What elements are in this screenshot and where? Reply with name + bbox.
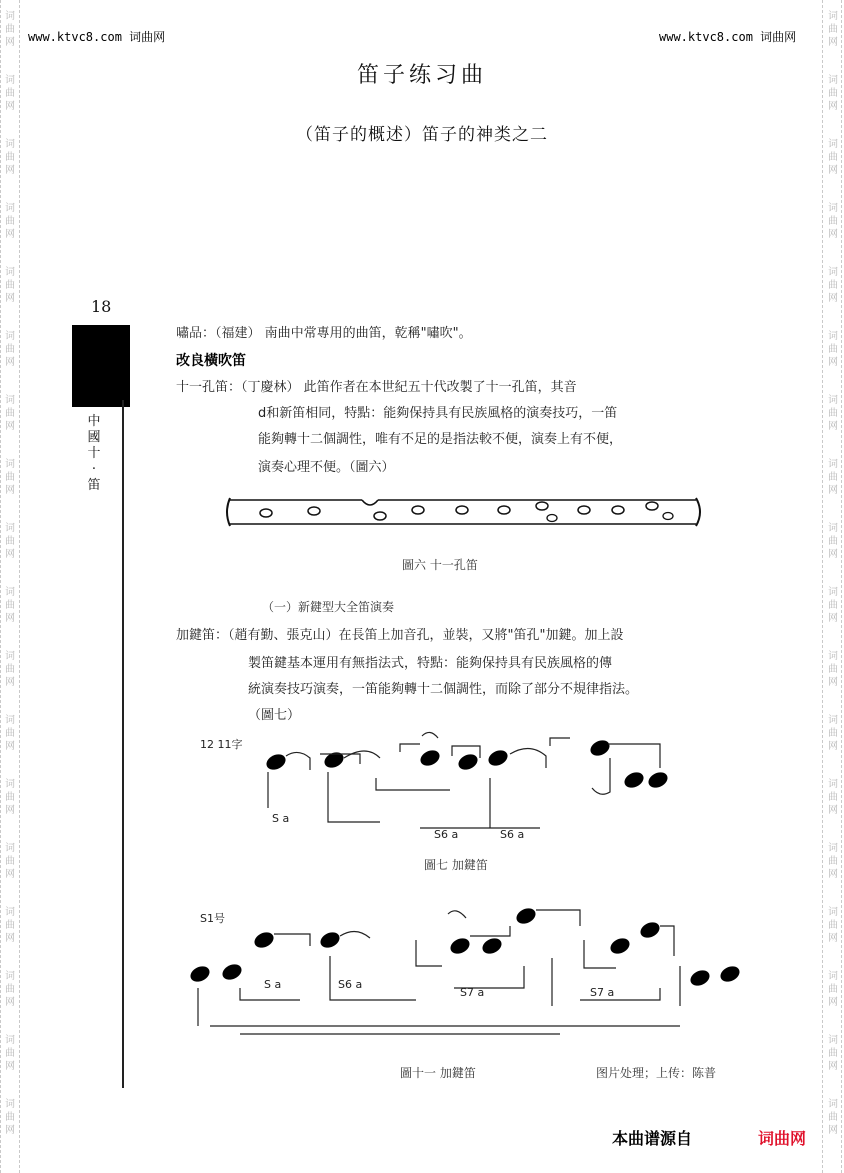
watermark-glyph: 网 bbox=[828, 1125, 838, 1136]
watermark-glyph: 词 bbox=[828, 1035, 838, 1046]
watermark-glyph: 词 bbox=[5, 779, 15, 790]
watermark-glyph: 网 bbox=[828, 549, 838, 560]
watermark-glyph-group bbox=[2, 842, 18, 881]
chapter-tab-bar bbox=[72, 325, 130, 407]
watermark-glyph: 网 bbox=[5, 293, 15, 304]
watermark-glyph: 曲 bbox=[828, 856, 838, 867]
watermark-glyph-group bbox=[825, 842, 841, 881]
watermark-glyph: 曲 bbox=[828, 472, 838, 483]
watermark-glyph: 网 bbox=[5, 549, 15, 560]
watermark-glyph: 曲 bbox=[5, 88, 15, 99]
watermark-glyph: 网 bbox=[5, 613, 15, 624]
watermark-glyph: 曲 bbox=[828, 792, 838, 803]
watermark-glyph: 网 bbox=[5, 485, 15, 496]
watermark-glyph: 网 bbox=[5, 933, 15, 944]
paragraph-1-line-3: 能夠轉十二個調性，唯有不足的是指法較不便，演奏上有不便， bbox=[258, 432, 623, 447]
watermark-glyph: 词 bbox=[5, 459, 15, 470]
watermark-glyph-group bbox=[2, 714, 18, 753]
watermark-glyph: 曲 bbox=[828, 1048, 838, 1059]
watermark-glyph: 词 bbox=[5, 1099, 15, 1110]
footer-source-label: 本曲谱源自 bbox=[612, 1129, 693, 1148]
watermark-glyph-group bbox=[2, 266, 18, 305]
fig3-label-sd: S7 a bbox=[590, 986, 615, 999]
page-title: 笛子练习曲 bbox=[356, 63, 487, 88]
watermark-glyph: 网 bbox=[5, 229, 15, 240]
watermark-glyph: 曲 bbox=[828, 536, 838, 547]
watermark-glyph: 网 bbox=[5, 421, 15, 432]
watermark-glyph: 曲 bbox=[5, 728, 15, 739]
watermark-glyph: 曲 bbox=[828, 600, 838, 611]
watermark-glyph: 网 bbox=[5, 997, 15, 1008]
paragraph-2-line-4: （圖七） bbox=[248, 708, 301, 723]
watermark-glyph-group bbox=[825, 1034, 841, 1073]
watermark-glyph-group bbox=[825, 522, 841, 561]
watermark-glyph-group bbox=[2, 202, 18, 241]
watermark-glyph: 网 bbox=[5, 101, 15, 112]
watermark-glyph: 网 bbox=[5, 805, 15, 816]
watermark-glyph: 曲 bbox=[828, 280, 838, 291]
fig3-label-sa: S a bbox=[264, 978, 282, 991]
watermark-glyph: 曲 bbox=[5, 408, 15, 419]
watermark-glyph: 词 bbox=[828, 587, 838, 598]
watermark-glyph-group bbox=[2, 522, 18, 561]
watermark-glyph-group bbox=[825, 714, 841, 753]
watermark-glyph-group bbox=[825, 970, 841, 1009]
watermark-glyph: 网 bbox=[828, 997, 838, 1008]
watermark-glyph: 网 bbox=[828, 485, 838, 496]
watermark-glyph: 网 bbox=[5, 165, 15, 176]
watermark-glyph: 词 bbox=[828, 843, 838, 854]
watermark-glyph: 网 bbox=[828, 613, 838, 624]
key-flute-diagram-1 bbox=[190, 728, 680, 848]
watermark-glyph-group bbox=[825, 650, 841, 689]
watermark-glyph-group bbox=[825, 1098, 841, 1137]
watermark-glyph: 词 bbox=[5, 203, 15, 214]
watermark-glyph-group bbox=[2, 1034, 18, 1073]
paragraph-2-line-1: 加鍵笛：（趙有勤、張克山）在長笛上加音孔，並裝，又將"笛孔"加鍵。加上設 bbox=[176, 628, 624, 643]
watermark-glyph: 词 bbox=[828, 971, 838, 982]
chapter-side-label: 中國十·笛 bbox=[87, 414, 101, 493]
image-credit: 图片处理；上传：陈普 bbox=[596, 1066, 717, 1080]
watermark-glyph: 曲 bbox=[5, 152, 15, 163]
paragraph-1-line-1: 十一孔笛：（丁慶林） 此笛作者在本世紀五十代改製了十一孔笛，其音 bbox=[176, 380, 577, 395]
watermark-glyph: 词 bbox=[5, 267, 15, 278]
watermark-glyph: 曲 bbox=[5, 536, 15, 547]
watermark-glyph: 词 bbox=[5, 11, 15, 22]
watermark-glyph: 网 bbox=[828, 229, 838, 240]
watermark-glyph-group bbox=[2, 458, 18, 497]
watermark-glyph-group bbox=[825, 266, 841, 305]
flute-illustration bbox=[222, 492, 706, 532]
watermark-glyph: 网 bbox=[828, 933, 838, 944]
watermark-glyph-group bbox=[825, 906, 841, 945]
watermark-glyph: 词 bbox=[5, 139, 15, 150]
watermark-glyph: 词 bbox=[828, 779, 838, 790]
paragraph-2-line-3: 統演奏技巧演奏，一笛能夠轉十二個調性，而除了部分不規律指法。 bbox=[248, 682, 639, 697]
watermark-glyph: 网 bbox=[828, 677, 838, 688]
paragraph-1-line-4: 演奏心理不便。（圖六） bbox=[258, 460, 395, 475]
fig2-label-sb: S6 a bbox=[434, 828, 459, 841]
watermark-glyph: 词 bbox=[828, 715, 838, 726]
figure-2-top-caption: （一）新鍵型大全笛演奏 bbox=[262, 600, 395, 614]
watermark-glyph: 网 bbox=[828, 101, 838, 112]
watermark-glyph: 曲 bbox=[5, 856, 15, 867]
fig2-label-sc: S6 a bbox=[500, 828, 525, 841]
watermark-glyph-group bbox=[825, 10, 841, 49]
watermark-glyph: 词 bbox=[828, 267, 838, 278]
body-line-xiaopin: 嘯品：（福建） 南曲中常專用的曲笛，乾稱"嘯吹"。 bbox=[176, 326, 472, 341]
watermark-glyph-group bbox=[2, 10, 18, 49]
watermark-glyph: 词 bbox=[828, 331, 838, 342]
fig3-label-sb: S6 a bbox=[338, 978, 363, 991]
watermark-glyph: 词 bbox=[828, 651, 838, 662]
watermark-glyph: 词 bbox=[5, 907, 15, 918]
watermark-glyph: 曲 bbox=[5, 280, 15, 291]
key-flute-diagram-2 bbox=[180, 896, 750, 1046]
watermark-glyph: 曲 bbox=[5, 792, 15, 803]
watermark-glyph: 曲 bbox=[5, 600, 15, 611]
watermark-glyph: 曲 bbox=[828, 728, 838, 739]
watermark-glyph: 词 bbox=[5, 971, 15, 982]
watermark-glyph: 词 bbox=[5, 523, 15, 534]
watermark-glyph: 曲 bbox=[5, 984, 15, 995]
fig3-label-sc: S7 a bbox=[460, 986, 485, 999]
watermark-glyph: 词 bbox=[5, 331, 15, 342]
watermark-glyph: 网 bbox=[5, 677, 15, 688]
figure-3-caption: 圖十一 加鍵笛 bbox=[400, 1066, 476, 1080]
watermark-glyph: 词 bbox=[828, 203, 838, 214]
fig3-label-top: S1号 bbox=[200, 912, 225, 925]
watermark-glyph: 词 bbox=[5, 651, 15, 662]
watermark-glyph: 曲 bbox=[828, 664, 838, 675]
watermark-glyph: 网 bbox=[828, 869, 838, 880]
watermark-glyph: 曲 bbox=[5, 216, 15, 227]
watermark-glyph: 词 bbox=[828, 459, 838, 470]
watermark-glyph: 网 bbox=[828, 1061, 838, 1072]
watermark-glyph: 网 bbox=[5, 1061, 15, 1072]
watermark-glyph: 词 bbox=[828, 75, 838, 86]
page-subtitle: （笛子的概述）笛子的神类之二 bbox=[296, 125, 548, 145]
watermark-glyph-group bbox=[825, 330, 841, 369]
watermark-glyph: 曲 bbox=[5, 472, 15, 483]
watermark-glyph: 网 bbox=[5, 741, 15, 752]
watermark-glyph-group bbox=[825, 202, 841, 241]
watermark-glyph: 曲 bbox=[5, 1048, 15, 1059]
paragraph-2-line-2: 製笛鍵基本運用有無指法式，特點：能夠保持具有民族風格的傳 bbox=[248, 656, 613, 671]
watermark-glyph: 词 bbox=[828, 139, 838, 150]
watermark-glyph-group bbox=[2, 394, 18, 433]
watermark-glyph-group bbox=[2, 970, 18, 1009]
watermark-glyph: 网 bbox=[828, 37, 838, 48]
watermark-glyph: 曲 bbox=[828, 344, 838, 355]
watermark-glyph: 曲 bbox=[5, 920, 15, 931]
watermark-glyph: 网 bbox=[828, 741, 838, 752]
watermark-glyph: 词 bbox=[5, 75, 15, 86]
watermark-glyph-group bbox=[2, 330, 18, 369]
watermark-glyph-group bbox=[2, 586, 18, 625]
watermark-glyph: 曲 bbox=[828, 152, 838, 163]
watermark-glyph: 曲 bbox=[5, 24, 15, 35]
watermark-glyph: 曲 bbox=[5, 344, 15, 355]
watermark-glyph: 词 bbox=[828, 523, 838, 534]
paragraph-1-line-2: d和新笛相同，特點：能夠保持具有民族風格的演奏技巧，一笛 bbox=[258, 406, 618, 421]
watermark-glyph: 曲 bbox=[828, 216, 838, 227]
watermark-glyph: 曲 bbox=[828, 920, 838, 931]
watermark-glyph: 曲 bbox=[5, 664, 15, 675]
watermark-glyph-group bbox=[2, 906, 18, 945]
watermark-glyph: 词 bbox=[828, 907, 838, 918]
header-left-link[interactable]: www.ktvc8.com 词曲网 bbox=[28, 30, 166, 44]
watermark-glyph: 网 bbox=[828, 165, 838, 176]
watermark-glyph: 词 bbox=[5, 587, 15, 598]
watermark-glyph-group bbox=[2, 1098, 18, 1137]
watermark-glyph: 词 bbox=[828, 395, 838, 406]
watermark-glyph: 曲 bbox=[828, 1112, 838, 1123]
watermark-glyph: 曲 bbox=[5, 1112, 15, 1123]
fig2-label-top: 12 11字 bbox=[200, 738, 243, 751]
section-heading: 改良橫吹笛 bbox=[176, 353, 246, 369]
fig2-label-sa: S a bbox=[272, 812, 290, 825]
watermark-glyph: 词 bbox=[5, 1035, 15, 1046]
watermark-glyph-group bbox=[825, 394, 841, 433]
watermark-glyph-group bbox=[2, 650, 18, 689]
watermark-glyph: 词 bbox=[828, 11, 838, 22]
watermark-glyph: 曲 bbox=[828, 24, 838, 35]
watermark-glyph: 网 bbox=[828, 357, 838, 368]
watermark-glyph-group bbox=[825, 458, 841, 497]
watermark-glyph: 网 bbox=[5, 37, 15, 48]
watermark-glyph: 词 bbox=[5, 395, 15, 406]
header-right-link[interactable]: www.ktvc8.com 词曲网 bbox=[659, 30, 797, 44]
watermark-glyph-group bbox=[2, 778, 18, 817]
footer-site-link[interactable]: 词曲网 bbox=[758, 1129, 807, 1148]
watermark-glyph: 网 bbox=[5, 1125, 15, 1136]
watermark-glyph: 网 bbox=[828, 293, 838, 304]
watermark-glyph: 网 bbox=[5, 869, 15, 880]
watermark-glyph: 曲 bbox=[828, 408, 838, 419]
watermark-glyph: 词 bbox=[5, 715, 15, 726]
watermark-glyph-group bbox=[825, 778, 841, 817]
watermark-glyph: 网 bbox=[5, 357, 15, 368]
watermark-glyph: 曲 bbox=[828, 88, 838, 99]
margin-rule bbox=[122, 400, 124, 1088]
figure-1-caption: 圖六 十一孔笛 bbox=[402, 558, 478, 572]
watermark-glyph: 曲 bbox=[828, 984, 838, 995]
figure-2-caption: 圖七 加鍵笛 bbox=[424, 858, 488, 872]
watermark-glyph: 网 bbox=[828, 805, 838, 816]
watermark-glyph: 词 bbox=[5, 843, 15, 854]
watermark-glyph-group bbox=[825, 586, 841, 625]
book-page-number: 18 bbox=[91, 297, 112, 316]
watermark-glyph: 词 bbox=[828, 1099, 838, 1110]
watermark-glyph: 网 bbox=[828, 421, 838, 432]
